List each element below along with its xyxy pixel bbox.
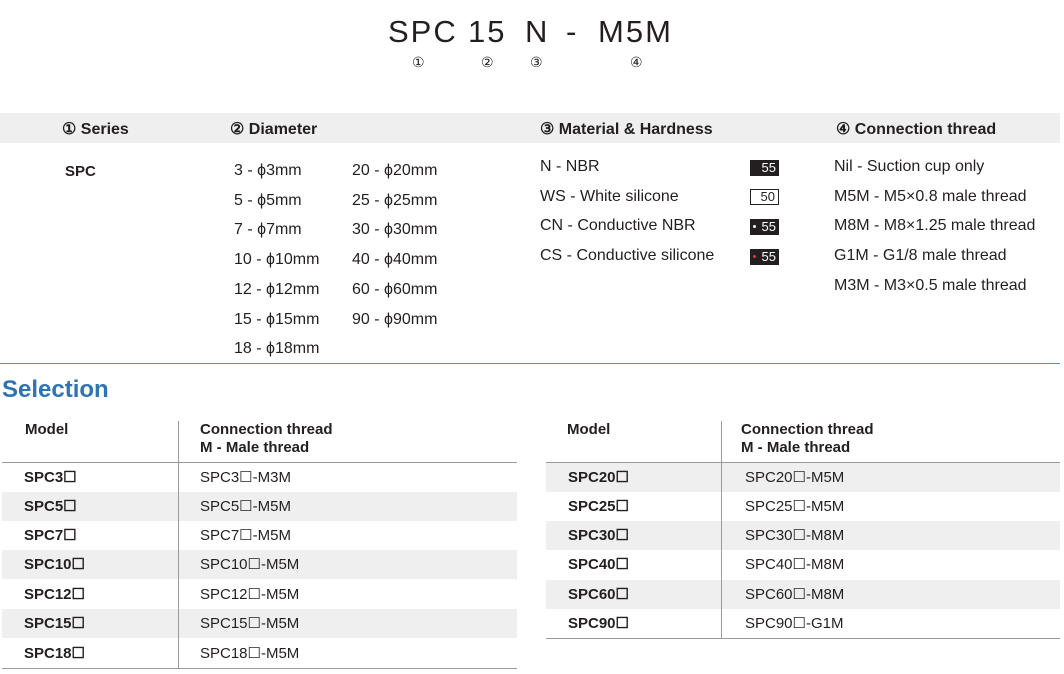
table-row: SPC3☐ SPC3☐-M3M <box>24 469 291 486</box>
model-header: Model <box>25 421 69 438</box>
table-bottom-rule <box>2 668 517 669</box>
table-row: SPC90☐ SPC90☐-G1M <box>568 615 844 632</box>
code-material: N <box>525 14 550 49</box>
diameter-item: 15 - ϕ15mm <box>234 311 320 328</box>
section-divider <box>0 363 1060 364</box>
diameter-item: 25 - ϕ25mm <box>352 192 438 209</box>
marker-2: ② <box>481 54 494 70</box>
connection-header: Connection thread M - Male thread <box>200 421 333 456</box>
material-label: WS - White silicone <box>540 188 679 205</box>
diameter-item: 18 - ϕ18mm <box>234 340 320 357</box>
table-row: SPC15☐ SPC15☐-M5M <box>2 609 517 638</box>
series-value: SPC <box>65 163 96 180</box>
diameter-item: 3 - ϕ3mm <box>234 162 302 179</box>
marker-3: ③ <box>530 54 543 70</box>
table-row: SPC20☐ SPC20☐-M5M <box>546 463 1060 492</box>
marker-4: ④ <box>630 54 643 70</box>
diameter-item: 60 - ϕ60mm <box>352 281 438 298</box>
code-dash: - <box>566 14 579 49</box>
conductive-dot-icon <box>753 255 756 258</box>
header-material: ③ Material & Hardness <box>540 121 713 138</box>
selection-title: Selection <box>2 376 109 403</box>
hardness-badge: 55 <box>750 219 779 235</box>
table-bottom-rule <box>546 638 1060 639</box>
table-row: SPC60☐ SPC60☐-M8M <box>546 580 1060 609</box>
diameter-item: 30 - ϕ30mm <box>352 221 438 238</box>
hardness-badge: 55 <box>750 249 779 265</box>
connection-header: Connection thread M - Male thread <box>741 421 874 456</box>
table-row: SPC7☐ SPC7☐-M5M <box>24 527 291 544</box>
table-row: SPC10☐ SPC10☐-M5M <box>2 550 517 579</box>
table-row: SPC30☐ SPC30☐-M8M <box>546 521 1060 550</box>
diameter-item: 40 - ϕ40mm <box>352 251 438 268</box>
table-row: SPC5☐ SPC5☐-M5M <box>2 492 517 521</box>
connection-item: M3M - M3×0.5 male thread <box>834 277 1027 294</box>
connection-item: M5M - M5×0.8 male thread <box>834 188 1027 205</box>
column-divider <box>721 421 722 638</box>
conductive-dot-icon <box>753 225 756 228</box>
diameter-item: 20 - ϕ20mm <box>352 162 438 179</box>
header-connection: ④ Connection thread <box>836 121 997 138</box>
header-diameter: ② Diameter <box>230 121 318 138</box>
column-divider <box>178 421 179 668</box>
hardness-badge: 50 <box>750 189 779 205</box>
material-label: CN - Conductive NBR <box>540 217 696 234</box>
table-row: SPC25☐ SPC25☐-M5M <box>568 498 845 515</box>
connection-item: M8M - M8×1.25 male thread <box>834 217 1036 234</box>
diameter-item: 5 - ϕ5mm <box>234 192 302 209</box>
code-series: SPC <box>388 14 458 49</box>
connection-item: Nil - Suction cup only <box>834 158 985 175</box>
code-diameter: 15 <box>468 14 507 49</box>
material-label: CS - Conductive silicone <box>540 247 715 264</box>
model-header: Model <box>567 421 611 438</box>
table-row: SPC12☐ SPC12☐-M5M <box>24 586 300 603</box>
hardness-badge: 55 <box>750 160 779 176</box>
connection-item: G1M - G1/8 male thread <box>834 247 1007 264</box>
table-row: SPC40☐ SPC40☐-M8M <box>568 556 845 573</box>
diameter-item: 7 - ϕ7mm <box>234 221 302 238</box>
header-series: ① Series <box>62 121 129 138</box>
diameter-item: 90 - ϕ90mm <box>352 311 438 328</box>
table-row: SPC18☐ SPC18☐-M5M <box>24 645 300 662</box>
diameter-item: 10 - ϕ10mm <box>234 251 320 268</box>
material-label: N - NBR <box>540 158 600 175</box>
code-thread: M5M <box>598 14 673 49</box>
marker-1: ① <box>412 54 425 70</box>
diameter-item: 12 - ϕ12mm <box>234 281 320 298</box>
